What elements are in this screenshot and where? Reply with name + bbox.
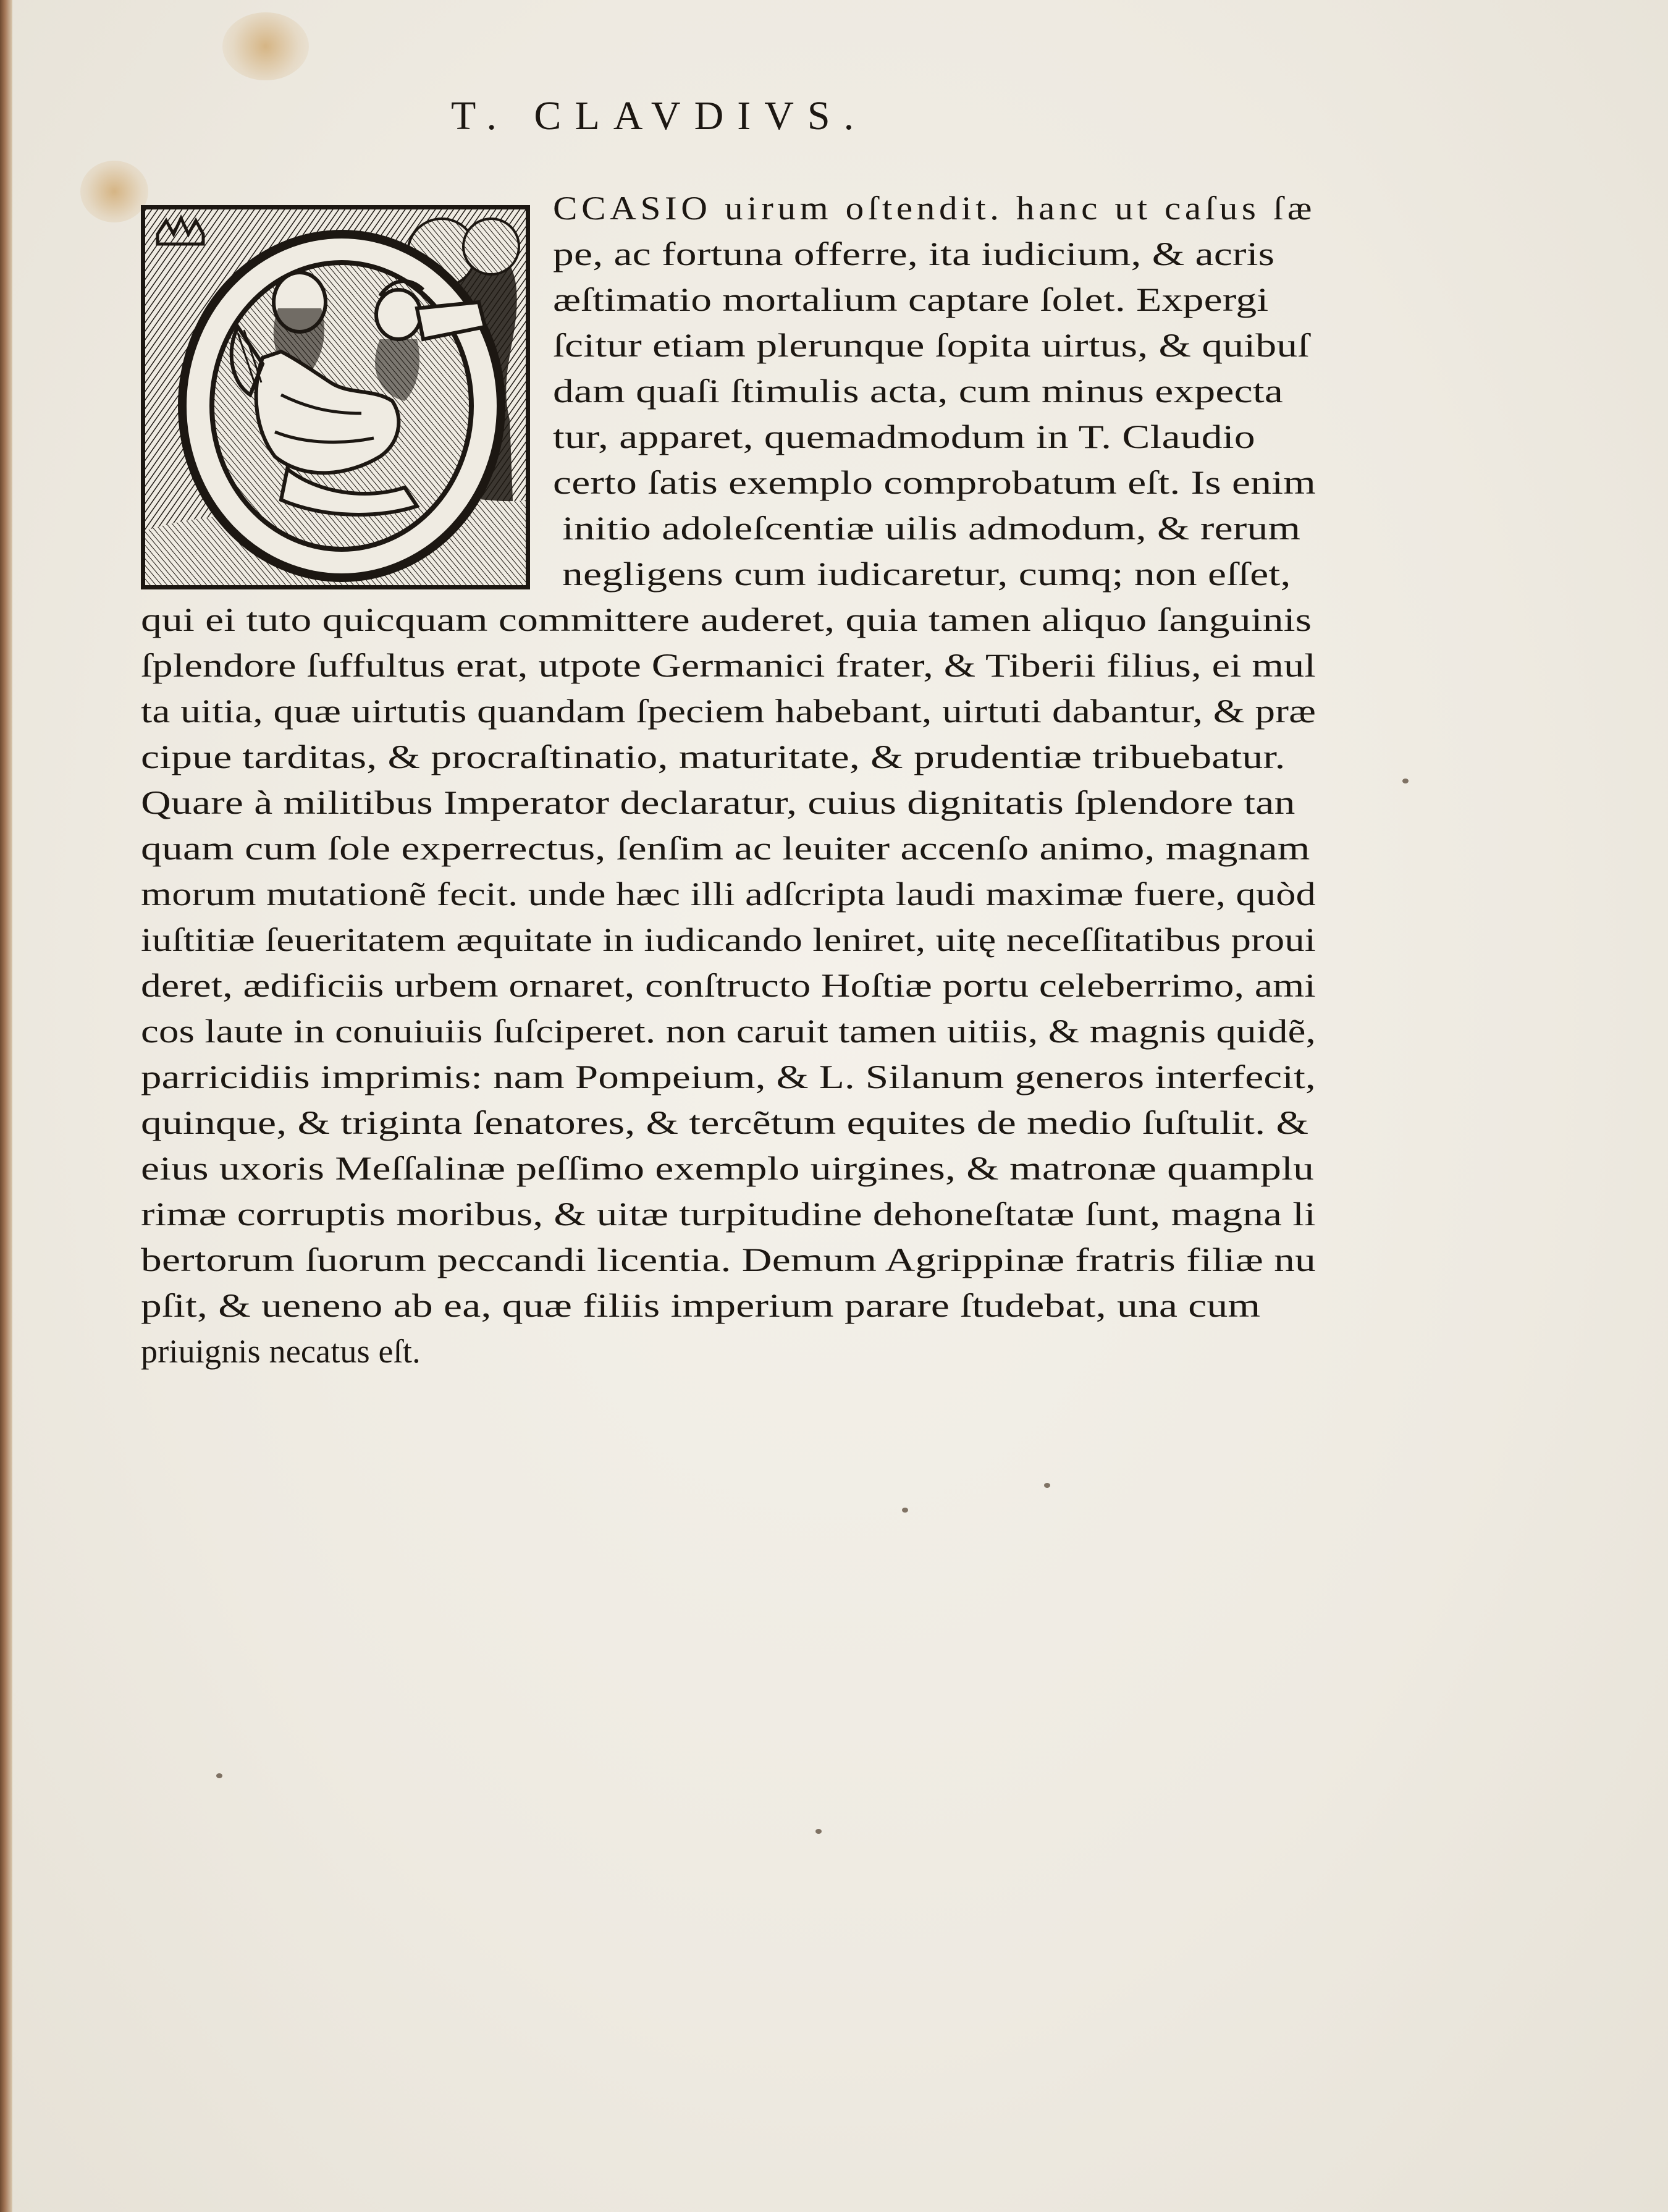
text-line-22: eius uxoris Meſſalinæ peſſimo exemplo uirgines, & matronæ quamplu xyxy=(141,1150,1315,1187)
text-line-3: æſtimatio mortalium captare ſolet. Expergi xyxy=(553,281,1269,318)
running-head: T. CLAVDIVS. xyxy=(451,93,868,138)
text-line-6: tur, apparet, quemadmodum in T. Claudio xyxy=(553,418,1255,455)
text-line-8: initio adoleſcentiæ uilis admodum, & rerum xyxy=(562,510,1301,547)
text-line-24: bertorum ſuorum peccandi licentia. Demum Agrippinæ fratris filiæ nu xyxy=(141,1241,1316,1278)
text-line-9: negligens cum iudicaretur, cumq; non eſſet, xyxy=(562,555,1291,593)
text-line-14: Quare à militibus Imperator declaratur, cuius dignitatis ſplendore tan xyxy=(141,784,1295,821)
speck xyxy=(1044,1483,1050,1488)
text-line-1: CCASIO uirum oſtendit. hanc ut caſus ſæ xyxy=(553,190,1316,227)
text-line-15: quam cum ſole experrectus, ſenſim ac leuiter accenſo animo, magnam xyxy=(141,830,1310,867)
text-line-13: cipue tarditas, & procraſtinatio, maturitate, & prudentiæ tribuebatur. xyxy=(141,738,1286,775)
text-line-18: deret, ædificiis urbem ornaret, conſtructo Hoſtiæ portu celeberrimo, ami xyxy=(141,967,1316,1004)
text-line-16: morum mutationẽ fecit. unde hæc illi adſcripta laudi maximæ fuere, quòd xyxy=(141,876,1316,913)
speck xyxy=(902,1508,908,1513)
stain-left-margin xyxy=(80,161,148,222)
text-line-19: cos laute in conuiuiis ſuſciperet. non caruit tamen uitiis, & magnis quidẽ, xyxy=(141,1013,1316,1050)
text-line-23: rimæ corruptis moribus, & uitæ turpitudine dehoneſtatæ ſunt, magna li xyxy=(141,1196,1316,1233)
speck xyxy=(216,1773,222,1778)
text-line-26: priuignis necatus eſt. xyxy=(141,1333,421,1370)
binding-edge xyxy=(0,0,12,2212)
woodcut-initial-o xyxy=(141,205,530,589)
text-line-2: pe, ac fortuna offerre, ita iudicium, & acris xyxy=(553,235,1275,272)
text-line-5: dam quaſi ſtimulis acta, cum minus expecta xyxy=(553,373,1284,410)
text-line-20: parricidiis imprimis: nam Pompeium, & L. Silanum generos interfecit, xyxy=(141,1058,1316,1095)
speck xyxy=(1402,779,1409,783)
text-line-12: ta uitia, quæ uirtutis quandam ſpeciem habebant, uirtuti dabantur, & præ xyxy=(141,693,1316,730)
text-line-7: certo ſatis exemplo comprobatum eſt. Is enim xyxy=(553,464,1316,501)
woodcut-illustration-icon xyxy=(145,209,526,585)
speck xyxy=(815,1829,822,1834)
text-line-21: quinque, & triginta ſenatores, & tercẽtum equites de medio ſuſtulit. & xyxy=(141,1104,1309,1141)
text-line-4: ſcitur etiam plerunque ſopita uirtus, & quibuſ xyxy=(553,327,1310,364)
text-line-11: ſplendore ſuffultus erat, utpote Germanici frater, & Tiberii filius, ei mul xyxy=(141,647,1316,684)
text-line-17: iuſtitiæ ſeueritatem æquitate in iudicando leniret, uitę neceſſitatibus proui xyxy=(141,921,1316,958)
stain-top-left xyxy=(222,12,309,80)
text-line-10: qui ei tuto quicquam committere auderet, quia tamen aliquo ſanguinis xyxy=(141,601,1312,638)
text-line-25: pſit, & ueneno ab ea, quæ filiis imperium parare ſtudebat, una cum xyxy=(141,1287,1261,1324)
